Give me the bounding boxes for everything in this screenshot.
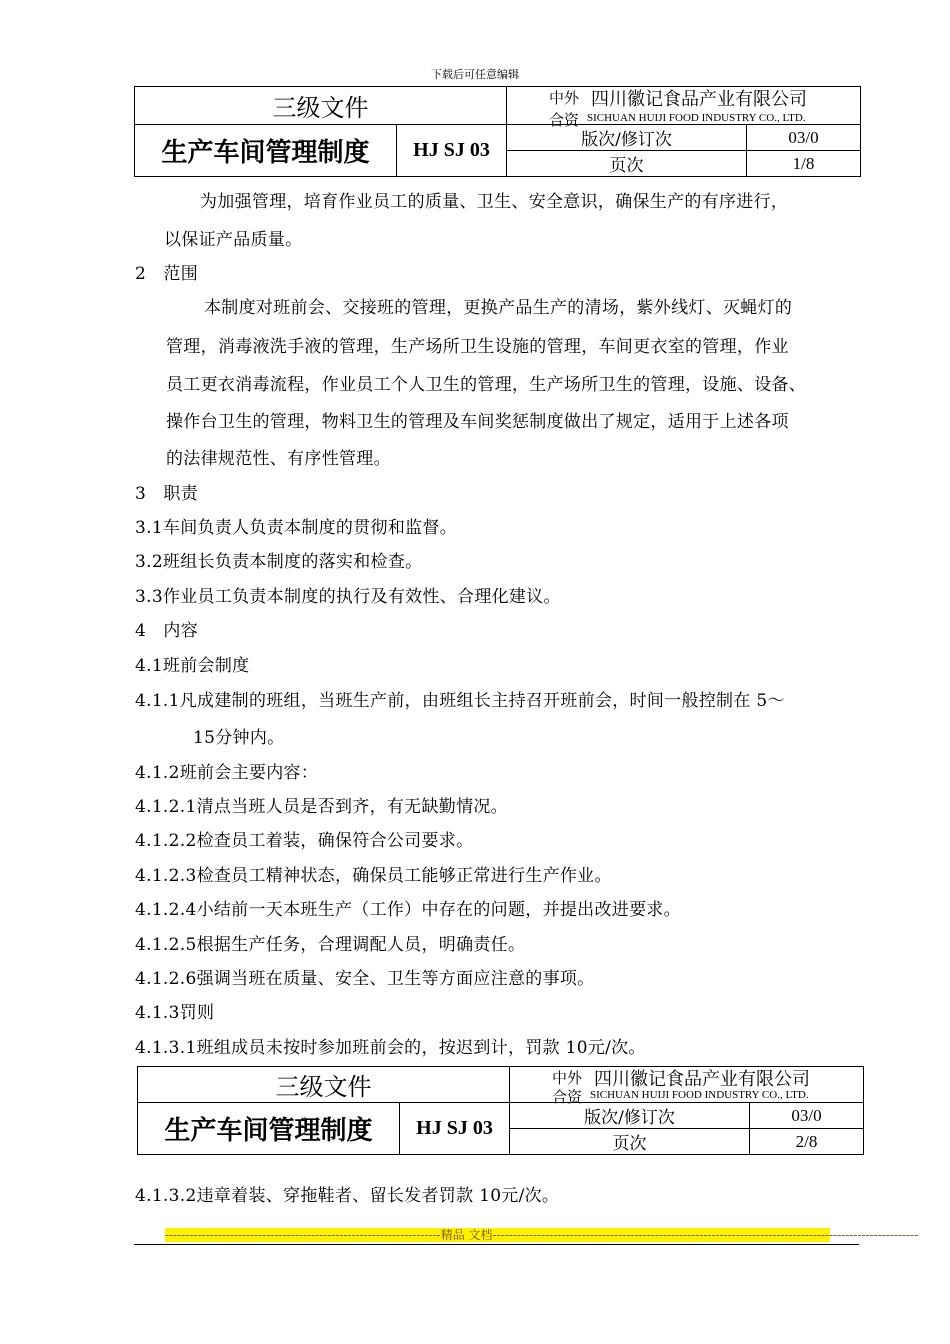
body-line: 15分钟内。 <box>193 728 285 748</box>
body-line: 管理，消毒液洗手液的管理，生产场所卫生设施的管理，车间更衣室的管理，作业 <box>166 337 789 357</box>
company-info <box>510 1067 864 1106</box>
body-line: 4.1.1凡成建制的班组，当班生产前，由班组长主持召开班前会，时间一般控制在 5～ <box>135 691 785 711</box>
page-number: 1/8 <box>747 151 861 177</box>
section-heading: 4 内容 <box>135 621 199 641</box>
page-label: 页次 <box>510 1129 750 1155</box>
body-line: 4.1.3.1班组成员未按时参加班前会的，按迟到计，罚款 10元/次。 <box>135 1038 646 1058</box>
body-line: 4.1.3罚则 <box>135 1003 215 1023</box>
download-note: 下载后可任意编辑 <box>431 68 519 81</box>
company-en: SICHUAN HUIJI FOOD INDUSTRY CO., LTD. <box>587 112 806 124</box>
company-cn-prefix: 中外 <box>549 89 580 107</box>
company-info <box>507 87 861 129</box>
body-line: 员工更衣消毒流程，作业员工个人卫生的管理，生产场所卫生的管理，设施、设备、 <box>166 375 807 395</box>
company-cn-prefix: 中外 <box>552 1069 583 1087</box>
body-line: 4.1.2.2检查员工着装，确保符合公司要求。 <box>135 831 474 851</box>
doc-title: 生产车间管理制度 <box>135 125 397 177</box>
page-number: 2/8 <box>750 1129 864 1155</box>
footer-banner: --------------------------------------------------------------------精品 文档--------------------------------------------------------------------------------------------------------- <box>165 1228 919 1242</box>
body-line: 3.2班组长负责本制度的落实和检查。 <box>135 552 423 572</box>
company-jv: 合资 <box>549 111 580 129</box>
section-heading: 3 职责 <box>135 484 199 504</box>
version-value: 03/0 <box>750 1103 864 1129</box>
page-label: 页次 <box>507 151 747 177</box>
body-line: 3.3作业员工负责本制度的执行及有效性、合理化建议。 <box>135 587 561 607</box>
body-line: 4.1.2班前会主要内容： <box>135 763 319 783</box>
body-line: 4.1.2.4小结前一天本班生产（工作）中存在的问题，并提出改进要求。 <box>135 900 681 920</box>
company-en: SICHUAN HUIJI FOOD INDUSTRY CO., LTD. <box>590 1089 809 1101</box>
body-line: 本制度对班前会、交接班的管理，更换产品生产的清场，紫外线灯、灭蝇灯的 <box>204 298 793 318</box>
version-value: 03/0 <box>747 125 861 151</box>
company-cn-name: 四川徽记食品产业有限公司 <box>591 89 807 110</box>
document-header <box>134 86 861 177</box>
doc-level: 三级文件 <box>138 1067 510 1103</box>
section-heading: 2 范围 <box>135 264 199 284</box>
body-line: 4.1.2.6强调当班在质量、安全、卫生等方面应注意的事项。 <box>135 969 595 989</box>
body-line: 的法律规范性、有序性管理。 <box>166 449 391 469</box>
body-line: 3.1车间负责人负责本制度的贯彻和监督。 <box>135 518 458 538</box>
doc-level: 三级文件 <box>135 87 507 125</box>
document-header-page2 <box>137 1066 864 1155</box>
company-cn-name: 四川徽记食品产业有限公司 <box>594 1069 810 1090</box>
version-label: 版次/修订次 <box>507 125 747 151</box>
doc-title: 生产车间管理制度 <box>138 1103 400 1155</box>
doc-code: HJ SJ 03 <box>397 125 507 177</box>
body-line: 操作台卫生的管理，物料卫生的管理及车间奖惩制度做出了规定，适用于上述各项 <box>166 412 789 432</box>
body-line: 4.1.3.2违章着装、穿拖鞋者、留长发者罚款 10元/次。 <box>135 1186 560 1206</box>
footer-divider <box>134 1244 859 1245</box>
body-line: 以保证产品质量。 <box>164 230 303 250</box>
body-line: 为加强管理，培育作业员工的质量、卫生、安全意识，确保生产的有序进行， <box>200 192 789 212</box>
body-line: 4.1班前会制度 <box>135 656 250 676</box>
body-line: 4.1.2.1清点当班人员是否到齐，有无缺勤情况。 <box>135 797 508 817</box>
doc-code: HJ SJ 03 <box>400 1103 510 1155</box>
version-label: 版次/修订次 <box>510 1103 750 1129</box>
body-line: 4.1.2.5根据生产任务，合理调配人员，明确责任。 <box>135 935 526 955</box>
body-line: 4.1.2.3检查员工精神状态，确保员工能够正常进行生产作业。 <box>135 866 612 886</box>
company-jv: 合资 <box>552 1088 583 1106</box>
